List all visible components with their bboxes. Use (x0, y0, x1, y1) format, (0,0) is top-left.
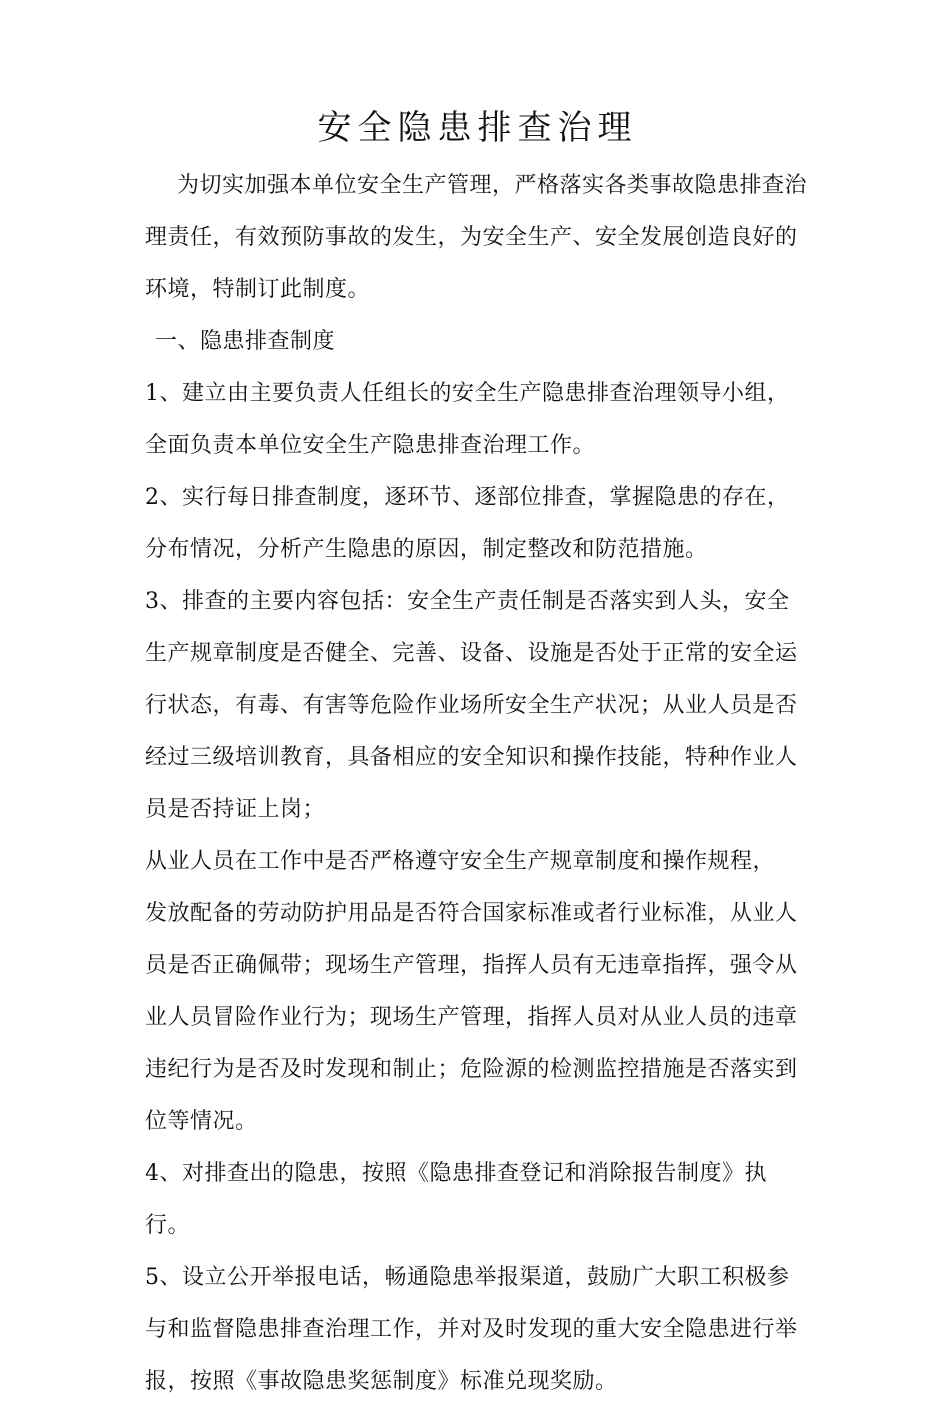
intro-paragraph: 为切实加强本单位安全生产管理，严格落实各类事故隐患排查治理责任，有效预防事故的发生，为安全生产、安全发展创造良好的环境，特制订此制度。 (145, 173, 808, 302)
item-4: 4、对排查出的隐患，按照《隐患排查登记和消除报告制度》执行。 (145, 1161, 767, 1238)
item-3-continued-a: 从业人员在工作中是否严格遵守安全生产规章制度和操作规程， (145, 849, 776, 874)
item-3: 3、排查的主要内容包括：安全生产责任制是否落实到人头，安全生产规章制度是否健全、完善、设备、设施是否处于正常的安全运行状态，有毒、有害等危险作业场所安全生产状况；从业人员是否经过三级培训教育，具备相应的安全知识和操作技能，特种作业人员是否持证上岗； (145, 589, 798, 822)
item-3-continued-b: 发放配备的劳动防护用品是否符合国家标准或者行业标准，从业人员是否正确佩带；现场生产管理，指挥人员有无违章指挥，强令从业人员冒险作业行为；现场生产管理，指挥人员对从业人员的违章违纪行为是否及时发现和制止；危险源的检测监控措施是否落实到位等情况。 (145, 901, 798, 1134)
item-1: 1、建立由主要负责人任组长的安全生产隐患排查治理领导小组，全面负责本单位安全生产隐患排查治理工作。 (145, 381, 790, 458)
item-2: 2、实行每日排查制度，逐环节、逐部位排查，掌握隐患的存在，分布情况，分析产生隐患的原因，制定整改和防范措施。 (145, 485, 790, 562)
section-heading: 一、隐患排查制度 (155, 329, 336, 354)
item-5: 5、设立公开举报电话，畅通隐患举报渠道，鼓励广大职工积极参与和监督隐患排查治理工作，并对及时发现的重大安全隐患进行举报，按照《事故隐患奖惩制度》标准兑现奖励。 (145, 1265, 798, 1394)
document-title: 安全隐患排查治理 (317, 108, 638, 148)
